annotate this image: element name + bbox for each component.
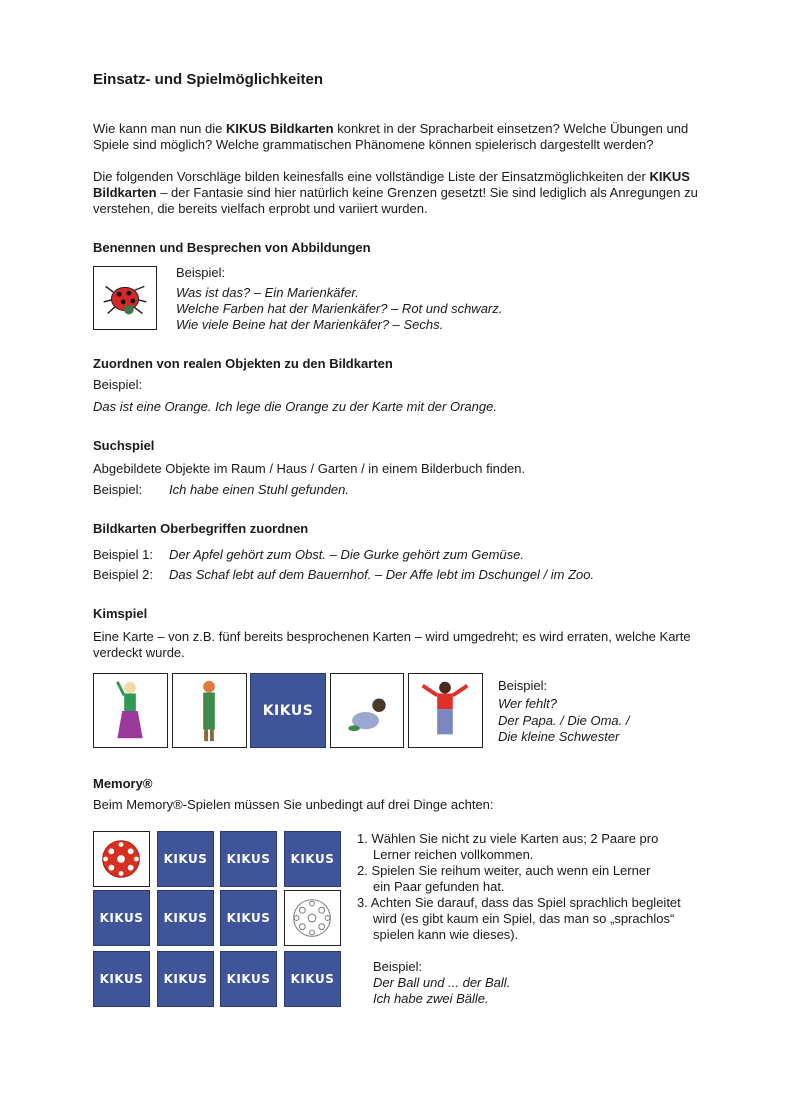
memory-card-back: KIKUS xyxy=(93,951,150,1007)
memory-card-back: KIKUS xyxy=(157,890,214,946)
kikus-card-back: KIKUS xyxy=(250,673,326,748)
page-title: Einsatz- und Spielmöglichkeiten xyxy=(93,71,324,88)
example-label: Beispiel: xyxy=(498,678,548,693)
example-line: Das ist eine Orange. Ich lege die Orange zu der Karte mit der Orange. xyxy=(93,399,497,414)
example-label: Beispiel 2: xyxy=(93,567,153,582)
example-line: Welche Farben hat der Marienkäfer? – Rot und schwarz. xyxy=(176,301,503,316)
example-line: Ich habe zwei Bälle. xyxy=(373,991,489,1006)
intro-paragraph-1: Wie kann man nun die KIKUS Bildkarten konkret in der Spracharbeit einsetzen? Welche Übungen und xyxy=(93,121,689,136)
girl-figure-icon xyxy=(94,674,167,747)
picture-card-baby xyxy=(330,673,404,748)
list-item-cont: Lerner reichen vollkommen. xyxy=(373,847,534,862)
picture-card-grandma xyxy=(172,673,247,748)
list-item: 1. Wählen Sie nicht zu viele Karten aus; 2 Paare pro xyxy=(357,831,659,846)
memory-card-back: KIKUS xyxy=(220,831,277,887)
memory-card-back: KIKUS xyxy=(220,890,277,946)
example-label: Beispiel: xyxy=(93,482,143,497)
picture-card-boy xyxy=(408,673,483,748)
example-line: Ich habe einen Stuhl gefunden. xyxy=(169,482,349,497)
example-line: Das Schaf lebt auf dem Bauernhof. – Der Affe lebt im Dschungel / im Zoo. xyxy=(169,567,595,582)
intro-paragraph-2-line2: Bildkarten – der Fantasie sind hier natürlich keine Grenzen gesetzt! Sie sind lediglich als Anregungen zu xyxy=(93,185,698,200)
list-item-cont: wird (es gibt kaum ein Spiel, das man so „sprachlos“ xyxy=(373,911,675,926)
list-item: 3. Achten Sie darauf, dass das Spiel sprachlich begleitet xyxy=(357,895,681,910)
memory-card-back: KIKUS xyxy=(157,831,214,887)
example-label: Beispiel: xyxy=(93,377,143,392)
section-heading: Bildkarten Oberbegriffen zuordnen xyxy=(93,521,309,536)
example-line: Die kleine Schwester xyxy=(498,729,620,744)
example-label: Beispiel: xyxy=(176,265,226,280)
section-text: Beim Memory®-Spielen müssen Sie unbedingt auf drei Dinge achten: xyxy=(93,797,494,812)
memory-card-back: KIKUS xyxy=(157,951,214,1007)
ladybug-card xyxy=(93,266,157,330)
picture-card-girl xyxy=(93,673,168,748)
example-line: Wie viele Beine hat der Marienkäfer? – Sechs. xyxy=(176,317,444,332)
section-text: Abgebildete Objekte im Raum / Haus / Garten / in einem Bilderbuch finden. xyxy=(93,461,526,476)
ball-icon xyxy=(285,891,340,945)
woman-figure-icon xyxy=(173,674,246,747)
intro-paragraph-2: Die folgenden Vorschläge bilden keinesfalls eine vollständige Liste der Einsatzmöglichkeiten der KIKUS xyxy=(93,169,690,184)
section-heading: Zuordnen von realen Objekten zu den Bildkarten xyxy=(93,356,393,371)
memory-card-back: KIKUS xyxy=(220,951,277,1007)
ball-icon xyxy=(94,832,149,886)
section-heading: Benennen und Besprechen von Abbildungen xyxy=(93,240,371,255)
example-line: Der Papa. / Die Oma. / xyxy=(498,713,630,728)
crawling-child-icon xyxy=(331,674,403,747)
section-heading: Kimspiel xyxy=(93,606,148,621)
example-label: Beispiel 1: xyxy=(93,547,153,562)
example-line: Der Ball und ... der Ball. xyxy=(373,975,511,990)
intro-paragraph-2-line3: verstehen, die bereits vielfach erprobt und variiert wurden. xyxy=(93,201,428,216)
example-line: Was ist das? – Ein Marienkäfer. xyxy=(176,285,359,300)
intro-paragraph-1-line2: Spiele sind möglich? Welche grammatischen Phänomene können spielerisch dargestellt werden? xyxy=(93,137,654,152)
example-line: Wer fehlt? xyxy=(498,696,558,711)
list-item-cont: ein Paar gefunden hat. xyxy=(373,879,505,894)
example-label: Beispiel: xyxy=(373,959,423,974)
boy-figure-icon xyxy=(409,674,482,747)
memory-card-back: KIKUS xyxy=(284,831,341,887)
memory-card-back: KIKUS xyxy=(93,890,150,946)
list-item: 2. Spielen Sie reihum weiter, auch wenn ein Lerner xyxy=(357,863,651,878)
section-heading: Suchspiel xyxy=(93,438,155,453)
memory-card-back: KIKUS xyxy=(284,951,341,1007)
memory-card-ball xyxy=(284,890,341,946)
list-item-cont: spielen kann wie dieses). xyxy=(373,927,519,942)
memory-card-ball xyxy=(93,831,150,887)
section-text: verdeckt wurde. xyxy=(93,645,185,660)
example-line: Der Apfel gehört zum Obst. – Die Gurke gehört zum Gemüse. xyxy=(169,547,524,562)
section-text: Eine Karte – von z.B. fünf bereits besprochenen Karten – wird umgedreht; es wird erraten, welche Karte xyxy=(93,629,691,644)
section-heading: Memory® xyxy=(93,776,153,791)
ladybug-icon xyxy=(94,267,156,329)
